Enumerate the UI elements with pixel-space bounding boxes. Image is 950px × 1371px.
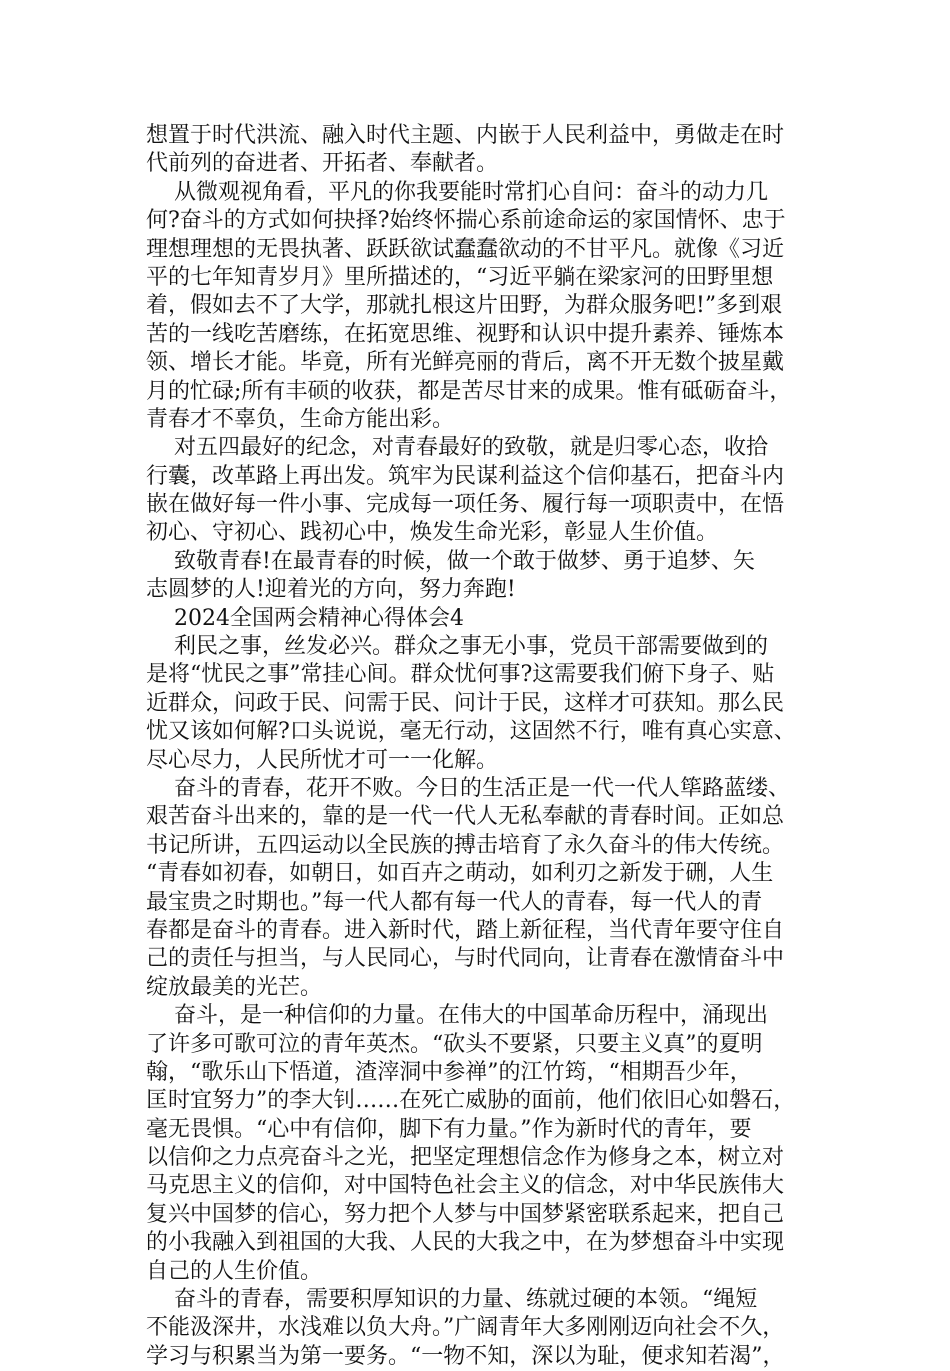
text-line: 致敬青春!在最青春的时候，做一个敢于做梦、勇于追梦、矢 (146, 548, 755, 574)
text-line: 着，假如去不了大学，那就扎根这片田野，为群众服务吧!”多到艰 (146, 293, 783, 319)
text-line: 嵌在做好每一件小事、完成每一项任务、履行每一项职责中，在悟 (146, 492, 785, 518)
text-line: 领、增长才能。毕竟，所有光鲜亮丽的背后，离不开无数个披星戴 (146, 350, 785, 376)
text-line: “青春如初春，如朝日，如百卉之萌动，如利刃之新发于硎，人生 (146, 861, 774, 887)
text-line: 学习与积累当为第一要务。“一物不知，深以为耻，便求知若渴”， (146, 1343, 785, 1369)
text-line: 己的责任与担当，与人民同心，与时代同向，让青春在激情奋斗中 (146, 946, 785, 972)
text-line: 书记所讲，五四运动以全民族的搏击培育了永久奋斗的伟大传统。 (146, 832, 785, 858)
text-line: 近群众，问政于民、问需于民、问计于民，这样才可获知。那么民 (146, 690, 785, 716)
text-line: 初心、守初心、践初心中，焕发生命光彩，彰显人生价值。 (146, 520, 719, 546)
text-line: 毫无畏惧。“心中有信仰，脚下有力量。”作为新时代的青年，要 (146, 1116, 752, 1142)
text-line: 尽心尽力，人民所忧才可一一化解。 (146, 747, 499, 773)
text-line: 复兴中国梦的信心，努力把个人梦与中国梦紧密联系起来，把自己 (146, 1201, 785, 1227)
text-line: 了许多可歌可泣的青年英杰。“砍头不要紧，只要主义真”的夏明 (146, 1031, 763, 1057)
text-line: 春都是奋斗的青春。进入新时代，踏上新征程，当代青年要守住自 (146, 917, 785, 943)
text-line: 志圆梦的人!迎着光的方向，努力奔跑! (146, 577, 516, 603)
text-line: 代前列的奋进者、开拓者、奉献者。 (146, 151, 499, 177)
text-line: 马克思主义的信仰，对中国特色社会主义的信念，对中华民族伟大 (146, 1173, 785, 1199)
text-line: 奋斗，是一种信仰的力量。在伟大的中国革命历程中，涌现出 (146, 1003, 768, 1029)
text-line: 对五四最好的纪念，对青春最好的致敬，就是归零心态，收拾 (146, 435, 768, 461)
text-line: 奋斗的青春，需要积厚知识的力量、练就过硬的本领。“绳短 (146, 1287, 758, 1313)
text-line: 不能汲深井，水浅难以负大舟。”广阔青年大多刚刚迈向社会不久， (146, 1315, 785, 1341)
text-line: 以信仰之力点亮奋斗之光，把坚定理想信念作为修身之本，树立对 (146, 1145, 785, 1171)
text-line: 何?奋斗的方式如何抉择?始终怀揣心系前途命运的家国情怀、忠于 (146, 208, 786, 234)
text-line: 翰，“歌乐山下悟道，渣滓洞中参禅”的江竹筠，“相期吾少年， (146, 1059, 752, 1085)
text-line: 月的忙碌;所有丰硕的收获，都是苦尽甘来的成果。惟有砥砺奋斗， (146, 378, 792, 404)
text-line: 的小我融入到祖国的大我、人民的大我之中，在为梦想奋斗中实现 (146, 1230, 785, 1256)
text-line: 从微观视角看，平凡的你我要能时常扪心自问：奋斗的动力几 (146, 179, 768, 205)
text-line: 艰苦奋斗出来的，靠的是一代一代人无私奉献的青春时间。正如总 (146, 804, 785, 830)
text-line: 忧又该如何解?口头说说，毫无行动，这固然不行，唯有真心实意、 (146, 719, 796, 745)
text-line: 匡时宜努力”的李大钊……在死亡威胁的面前，他们依旧心如磐石， (146, 1088, 796, 1114)
text-line: 2024全国两会精神心得体会4 (146, 605, 464, 631)
text-line: 理想理想的无畏执著、跃跃欲试蠢蠢欲动的不甘平凡。就像《习近 (146, 236, 785, 262)
text-line: 平的七年知青岁月》里所描述的，“习近平躺在梁家河的田野里想 (146, 264, 774, 290)
text-line: 绽放最美的光芒。 (146, 974, 323, 1000)
text-line: 自己的人生价值。 (146, 1258, 323, 1284)
text-line: 是将“忧民之事”常挂心间。群众忧何事?这需要我们俯下身子、贴 (146, 662, 775, 688)
document-body (146, 122, 826, 1371)
text-line: 奋斗的青春，花开不败。今日的生活正是一代一代人筚路蓝缕、 (146, 775, 790, 801)
text-line: 青春才不辜负，生命方能出彩。 (146, 406, 455, 432)
text-line: 利民之事，丝发必兴。群众之事无小事，党员干部需要做到的 (146, 634, 768, 660)
text-line: 行囊，改革路上再出发。筑牢为民谋利益这个信仰基石，把奋斗内 (146, 463, 785, 489)
text-line: 最宝贵之时期也。”每一代人都有每一代人的青春，每一代人的青 (146, 889, 763, 915)
text-line: 苦的一线吃苦磨练，在拓宽思维、视野和认识中提升素养、锤炼本 (146, 321, 785, 347)
text-line: 想置于时代洪流、融入时代主题、内嵌于人民利益中，勇做走在时 (146, 123, 785, 148)
